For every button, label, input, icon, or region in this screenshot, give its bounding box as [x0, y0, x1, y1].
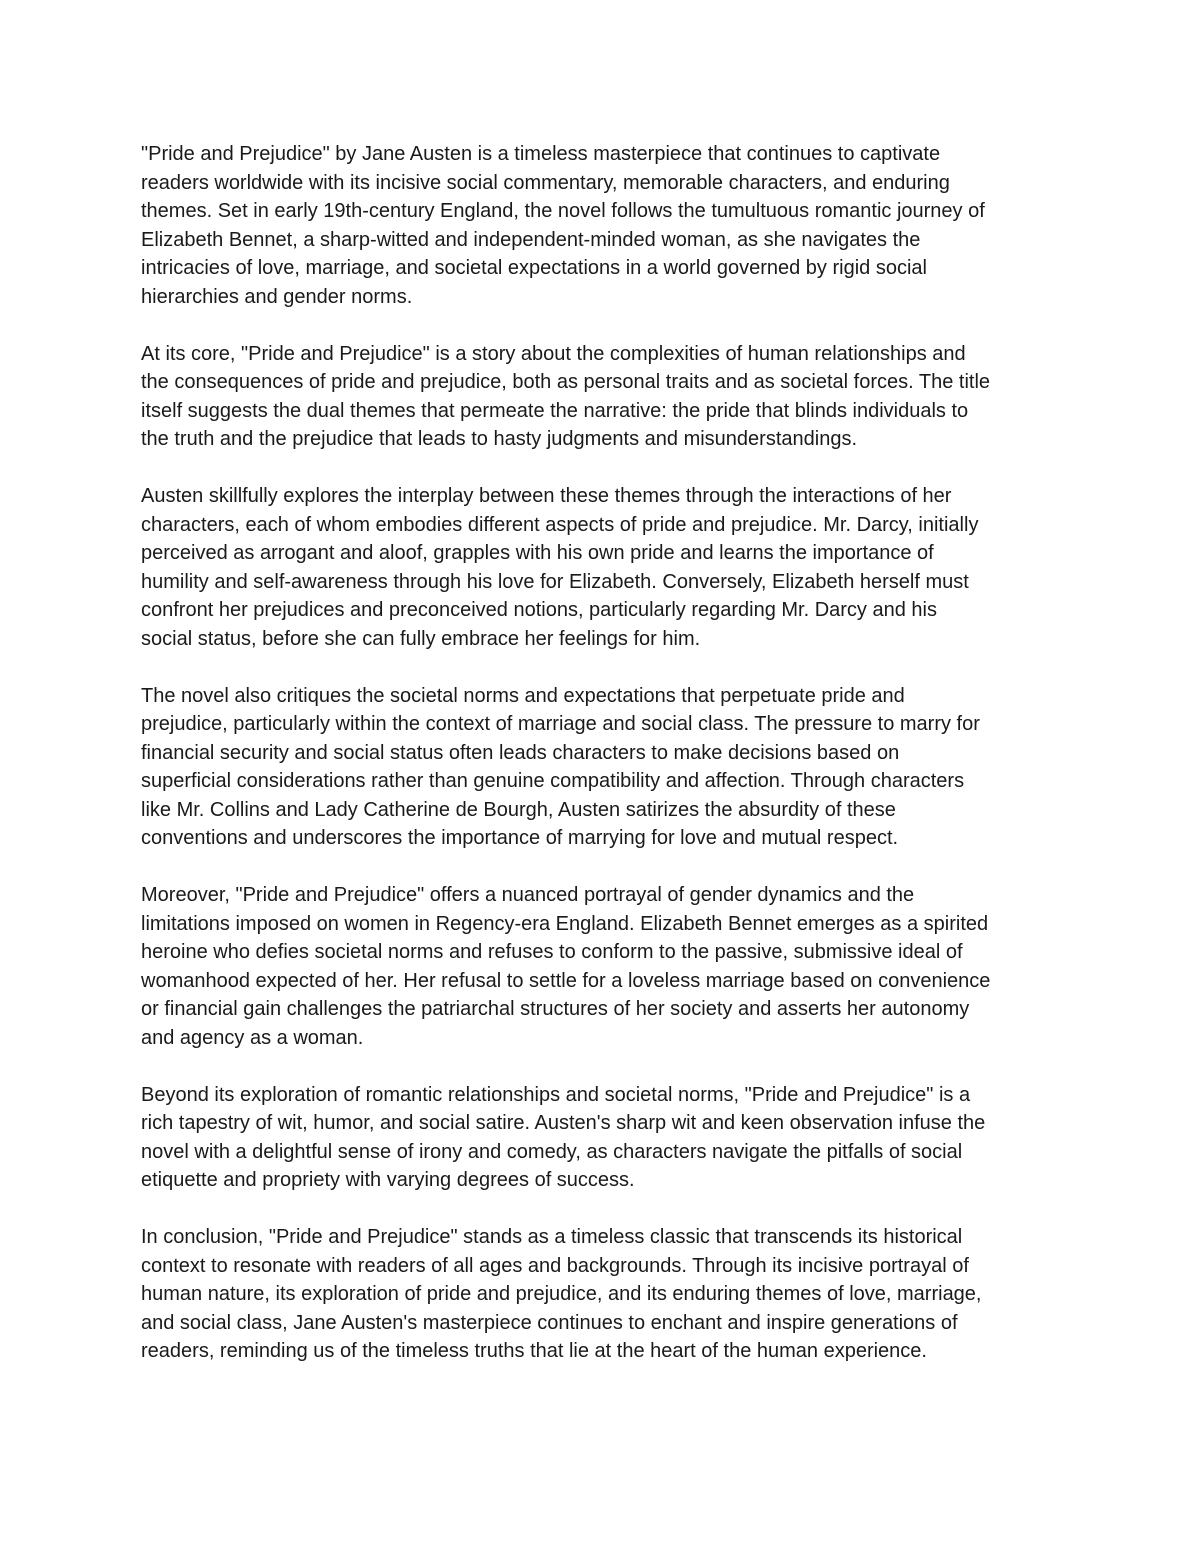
text-line: Austen skillfully explores the interplay between these themes through the interactions of her [141, 484, 952, 507]
text-line: In conclusion, "Pride and Prejudice" stands as a timeless classic that transcends its historical [141, 1226, 963, 1248]
paragraph-societal-norms [141, 682, 1066, 854]
text-line: confront her prejudices and preconceived notions, particularly regarding Mr. Darcy and his [141, 599, 937, 622]
text-line: and agency as a woman. [141, 1027, 364, 1050]
text-line: hierarchies and gender norms. [141, 285, 413, 308]
text-line: prejudice, particularly within the context of marriage and social class. The pressure to marry for [141, 713, 980, 736]
text-line: rich tapestry of wit, humor, and social satire. Austen's sharp wit and keen observation infuse the [141, 1112, 986, 1135]
text-line: conventions and underscores the importance of marrying for love and mutual respect. [141, 827, 899, 850]
text-line: characters, each of whom embodies different aspects of pride and prejudice. Mr. Darcy, initially [141, 513, 979, 536]
text-line: limitations imposed on women in Regency-era England. Elizabeth Bennet emerges as a spirited [141, 912, 989, 935]
text-line: humility and self-awareness through his love for Elizabeth. Conversely, Elizabeth herself must [141, 570, 969, 593]
paragraph-introduction [141, 140, 1066, 312]
text-line: womanhood expected of her. Her refusal to settle for a loveless marriage based on convenience [141, 969, 991, 992]
text-line: heroine who defies societal norms and refuses to conform to the passive, submissive ideal of [141, 941, 963, 964]
text-line: the truth and the prejudice that leads to hasty judgments and misunderstandings. [141, 428, 858, 451]
text-line: readers, reminding us of the timeless truths that lie at the heart of the human experience. [141, 1340, 927, 1363]
paragraph-wit-satire [141, 1081, 1066, 1195]
text-line: superficial considerations rather than genuine compatibility and affection. Through characters [141, 770, 965, 793]
text-line: novel with a delightful sense of irony and comedy, as characters navigate the pitfalls of social [141, 1140, 963, 1163]
text-line: At its core, "Pride and Prejudice" is a story about the complexities of human relationships and [141, 342, 966, 365]
text-line: human nature, its exploration of pride and prejudice, and its enduring themes of love, marriage, [141, 1283, 982, 1306]
text-line: etiquette and propriety with varying degrees of success. [141, 1169, 635, 1192]
text-line: The novel also critiques the societal norms and expectations that perpetuate pride and [141, 684, 905, 707]
text-line: themes. Set in early 19th-century England, the novel follows the tumultuous romantic journey of [141, 200, 985, 223]
paragraph-gender-dynamics [141, 881, 1066, 1053]
text-line: context to resonate with readers of all ages and backgrounds. Through its incisive portrayal of [141, 1254, 969, 1277]
paragraph-core-themes [141, 340, 1066, 454]
document-body [141, 140, 1066, 1394]
text-line: itself suggests the dual themes that permeate the narrative: the pride that blinds individuals to [141, 399, 969, 422]
paragraph-characters [141, 482, 1066, 654]
text-line: intricacies of love, marriage, and societal expectations in a world governed by rigid social [141, 257, 927, 280]
text-line: or financial gain challenges the patriarchal structures of her society and asserts her autonomy [141, 998, 970, 1021]
text-line: the consequences of pride and prejudice, both as personal traits and as societal forces. The title [141, 371, 991, 394]
text-line: perceived as arrogant and aloof, grapples with his own pride and learns the importance of [141, 542, 934, 565]
text-line: Moreover, "Pride and Prejudice" offers a nuanced portrayal of gender dynamics and the [141, 884, 915, 907]
text-line: financial security and social status often leads characters to make decisions based on [141, 741, 900, 764]
paragraph-conclusion [141, 1223, 1066, 1366]
text-line: like Mr. Collins and Lady Catherine de Bourgh, Austen satirizes the absurdity of these [141, 798, 896, 821]
text-line: social status, before she can fully embrace her feelings for him. [141, 627, 701, 650]
text-line: and social class, Jane Austen's masterpiece continues to enchant and inspire generations of [141, 1311, 958, 1334]
text-line: readers worldwide with its incisive social commentary, memorable characters, and enduring [141, 171, 950, 194]
text-line: "Pride and Prejudice" by Jane Austen is a timeless masterpiece that continues to captivate [141, 143, 941, 165]
text-line: Beyond its exploration of romantic relationships and societal norms, "Pride and Prejudice" is a [141, 1083, 971, 1106]
text-line: Elizabeth Bennet, a sharp-witted and independent-minded woman, as she navigates the [141, 228, 921, 251]
